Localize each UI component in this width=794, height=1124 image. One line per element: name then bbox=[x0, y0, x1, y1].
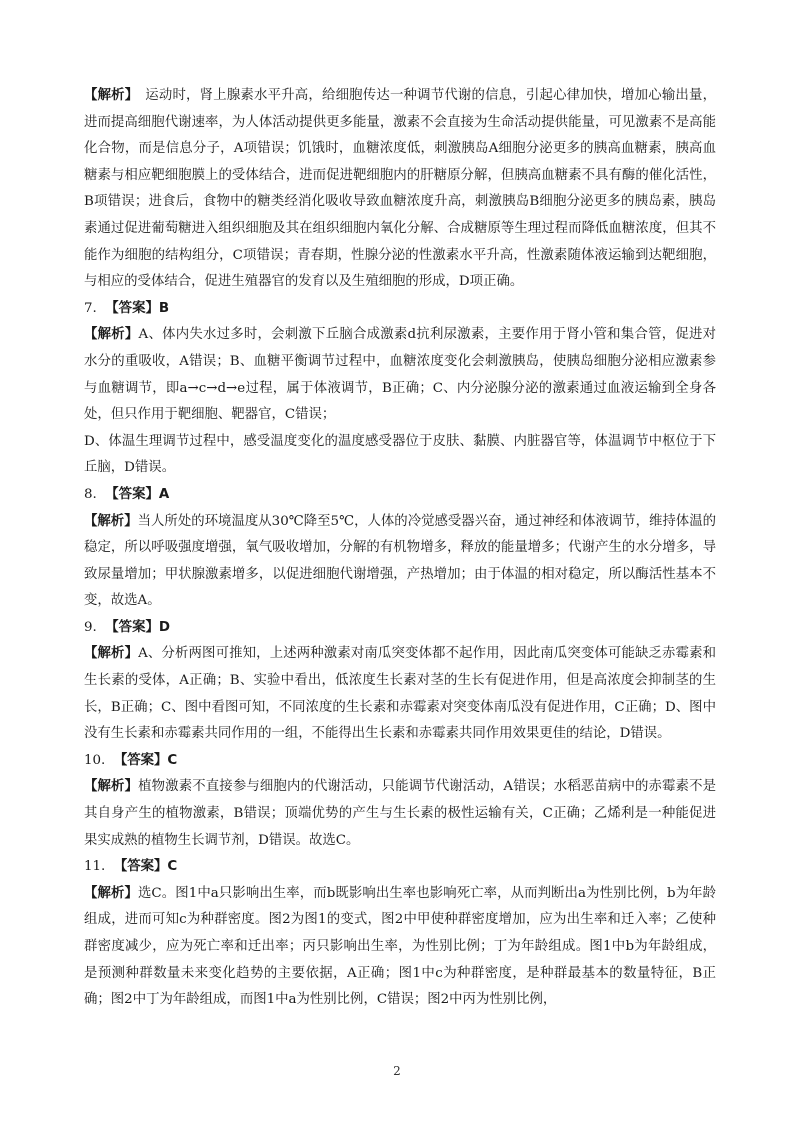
answer-label: 【答案】A bbox=[105, 486, 170, 502]
question-number: 7. bbox=[84, 300, 97, 316]
question-7-answer bbox=[84, 296, 716, 323]
question-11-answer bbox=[84, 854, 716, 881]
analysis-text: 植物激素不直接参与细胞内的代谢活动，只能调节代谢活动，A错误；水稻恶苗病中的赤霉素不是其自身产生的植物激素，B错误；顶端优势的产生与生长素的极性运输有关，C正确；乙烯利是一种能促进果实成熟的植物生长调节剂，D错误。故选C。 bbox=[84, 779, 717, 848]
question-number: 9. bbox=[84, 619, 97, 635]
answer-label: 【答案】C bbox=[113, 859, 178, 875]
answer-label: 【答案】D bbox=[105, 619, 170, 635]
analysis-text: 运动时，肾上腺素水平升高，给细胞传达一种调节代谢的信息，引起心律加快，增加心输出量，进而提高细胞代谢速率，为人体活动提供更多能量，激素不会直接为生命活动提供能量，可见激素不是高能化合物，而是信息分子，A项错误；饥饿时，血糖浓度低，刺激胰岛A细胞分泌更多的胰高血糖素，胰高血糖素与相应靶细胞膜上的受体结合，进而促进靶细胞内的肝糖原分解，但胰高血糖素不具有酶的催化活性，B项错误；进食后，食物中的糖类经消化吸收导致血糖浓度升高，刺激胰岛B细胞分泌更多的胰岛素，胰岛素通过促进葡萄糖进入组织细胞及其在组织细胞内氧化分解、合成糖原等生理过程而降低血糖浓度，但其不能作为细胞的结构组分，C项错误；青春期，性腺分泌的性激素水平升高，性激素随体液运输到达靶细胞，与相应的受体结合，促进生殖器官的发育以及生殖细胞的形成，D项正确。 bbox=[84, 88, 716, 290]
analysis-7-continued bbox=[84, 429, 716, 482]
answer-label: 【答案】C bbox=[113, 752, 178, 768]
analysis-10 bbox=[84, 774, 716, 854]
analysis-text: D、体温生理调节过程中，感受温度变化的温度感受器位于皮肤、黏膜、内脏器官等，体温调节中枢位于下丘脑，D错误。 bbox=[84, 433, 716, 476]
analysis-tag: 【解析】 bbox=[84, 327, 139, 343]
analysis-6 bbox=[84, 83, 716, 296]
question-number: 10. bbox=[84, 752, 106, 768]
question-9-answer bbox=[84, 615, 716, 642]
analysis-tag: 【解析】 bbox=[84, 646, 139, 662]
question-number: 8. bbox=[84, 486, 97, 502]
analysis-7 bbox=[84, 322, 716, 428]
document-body bbox=[84, 83, 716, 1014]
analysis-text: 选C。图1中a只影响出生率，而b既影响出生率也影响死亡率，从而判断出a为性别比例，b为年龄组成，进而可知c为种群密度。图2为图1的变式，图2中甲使种群密度增加，应为出生率和迁入率；乙使种群密度减少，应为死亡率和迁出率；丙只影响出生率，为性别比例；丁为年龄组成。图1中b为年龄组成，是预测种群数量未来变化趋势的主要依据，A正确；图1中c为种群密度，是种群最基本的数量特征，B正确；图2中丁为年龄组成，而图1中a为性别比例，C错误；图2中丙为性别比例， bbox=[84, 885, 717, 1008]
analysis-text: A、体内失水过多时，会刺激下丘脑合成激素d抗利尿激素，主要作用于肾小管和集合管，促进对水分的重吸收，A错误；B、血糖平衡调节过程中，血糖浓度变化会刺激胰岛，使胰岛细胞分泌相应激素参与血糖调节，即a→c→d→e过程，属于体液调节，B正确；C、内分泌腺分泌的激素通过血液运输到全身各处，但只作用于靶细胞、靶器官，C错误； bbox=[84, 327, 717, 423]
analysis-tag: 【解析】 bbox=[84, 885, 138, 901]
analysis-tag: 【解析】 bbox=[84, 88, 132, 103]
page-number: 2 bbox=[393, 1064, 401, 1078]
question-8-answer bbox=[84, 482, 716, 509]
question-number: 11. bbox=[84, 859, 106, 875]
analysis-text: A、分析两图可推知，上述两种激素对南瓜突变体都不起作用，因此南瓜突变体可能缺乏赤霉素和生长素的受体，A正确；B、实验中看出，低浓度生长素对茎的生长有促进作用，但是高浓度会抑制茎的生长，B正确；C、图中看图可知，不同浓度的生长素和赤霉素对突变体南瓜没有促进作用，C正确；D、图中没有生长素和赤霉素共同作用的一组，不能得出生长素和赤霉素共同作用效果更佳的结论，D错误。 bbox=[84, 646, 717, 742]
answer-label: 【答案】B bbox=[105, 300, 170, 316]
analysis-11 bbox=[84, 881, 716, 1014]
analysis-8 bbox=[84, 509, 716, 615]
question-10-answer bbox=[84, 748, 716, 775]
analysis-9 bbox=[84, 641, 716, 747]
analysis-tag: 【解析】 bbox=[84, 513, 138, 529]
analysis-tag: 【解析】 bbox=[84, 779, 139, 795]
analysis-text: 当人所处的环境温度从30℃降至5℃，人体的冷觉感受器兴奋，通过神经和体液调节，维持体温的稳定，所以呼吸强度增强，氧气吸收增加，分解的有机物增多，释放的能量增多；代谢产生的水分增多，导致尿量增加；甲状腺激素增多，以促进细胞代谢增强，产热增加；由于体温的相对稳定，所以酶活性基本不变，故选A。 bbox=[84, 513, 717, 609]
